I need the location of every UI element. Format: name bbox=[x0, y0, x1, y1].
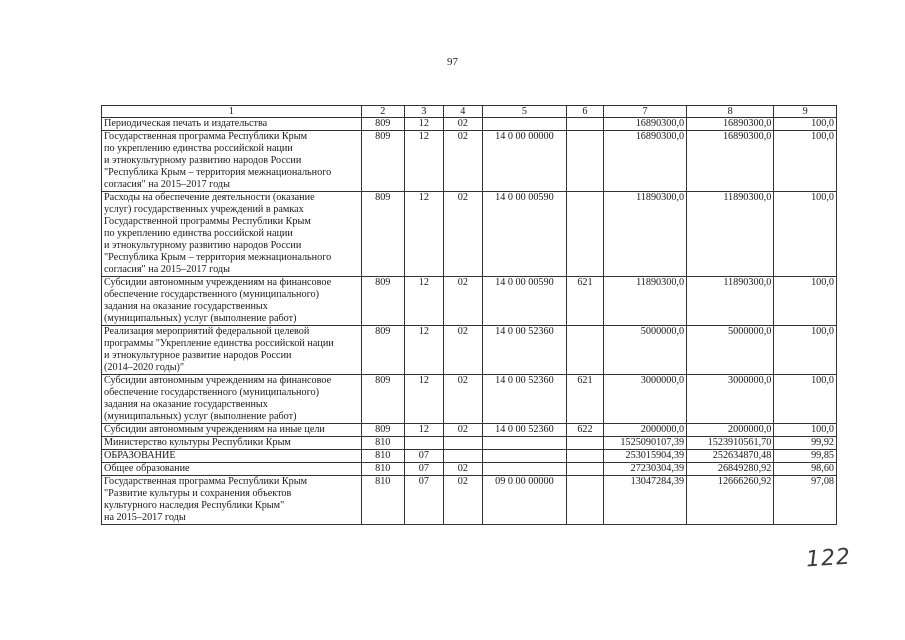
cell-percent: 100,0 bbox=[774, 277, 837, 326]
cell-section: 12 bbox=[404, 424, 443, 437]
cell-subsection bbox=[443, 437, 482, 450]
cell-expense-type: 621 bbox=[566, 277, 603, 326]
cell-planned: 11890300,0 bbox=[603, 277, 686, 326]
cell-subsection: 02 bbox=[443, 424, 482, 437]
cell-ministry: 809 bbox=[361, 192, 404, 277]
cell-target-article: 09 0 00 00000 bbox=[482, 476, 566, 525]
cell-section: 07 bbox=[404, 463, 443, 476]
cell-ministry: 810 bbox=[361, 476, 404, 525]
cell-expense-type bbox=[566, 192, 603, 277]
row-name: Периодическая печать и издательства bbox=[102, 118, 362, 131]
row-name: Государственная программа Республики Крым "Развитие культуры и сохранения объектов культурного наследия Республики Крым" на 2015–2017 годы bbox=[102, 476, 362, 525]
cell-actual: 12666260,92 bbox=[687, 476, 774, 525]
table-row bbox=[102, 424, 837, 437]
cell-section: 07 bbox=[404, 476, 443, 525]
cell-actual: 5000000,0 bbox=[687, 326, 774, 375]
table-row bbox=[102, 375, 837, 424]
cell-ministry: 810 bbox=[361, 437, 404, 450]
cell-section: 12 bbox=[404, 277, 443, 326]
row-name: Реализация мероприятий федеральной целевой программы "Укрепление единства российской нации и этнокультурное развитие народов России (2014–2020 годы)" bbox=[102, 326, 362, 375]
header-cell: 7 bbox=[603, 106, 686, 118]
cell-planned: 2000000,0 bbox=[603, 424, 686, 437]
cell-percent: 100,0 bbox=[774, 131, 837, 192]
cell-planned: 16890300,0 bbox=[603, 118, 686, 131]
cell-target-article bbox=[482, 118, 566, 131]
cell-percent: 100,0 bbox=[774, 192, 837, 277]
cell-ministry: 810 bbox=[361, 450, 404, 463]
cell-target-article bbox=[482, 437, 566, 450]
cell-expense-type bbox=[566, 450, 603, 463]
cell-section: 12 bbox=[404, 192, 443, 277]
cell-planned: 1525090107,39 bbox=[603, 437, 686, 450]
cell-subsection: 02 bbox=[443, 375, 482, 424]
cell-percent: 98,60 bbox=[774, 463, 837, 476]
cell-target-article bbox=[482, 463, 566, 476]
cell-ministry: 809 bbox=[361, 326, 404, 375]
cell-section: 12 bbox=[404, 326, 443, 375]
budget-table bbox=[101, 105, 837, 525]
header-cell: 3 bbox=[404, 106, 443, 118]
table-row bbox=[102, 450, 837, 463]
cell-section: 12 bbox=[404, 131, 443, 192]
cell-percent: 99,92 bbox=[774, 437, 837, 450]
table-row bbox=[102, 463, 837, 476]
cell-actual: 11890300,0 bbox=[687, 277, 774, 326]
header-cell: 2 bbox=[361, 106, 404, 118]
header-cell: 8 bbox=[687, 106, 774, 118]
cell-section bbox=[404, 437, 443, 450]
cell-percent: 100,0 bbox=[774, 424, 837, 437]
cell-actual: 3000000,0 bbox=[687, 375, 774, 424]
cell-subsection: 02 bbox=[443, 131, 482, 192]
cell-actual: 252634870,48 bbox=[687, 450, 774, 463]
cell-planned: 3000000,0 bbox=[603, 375, 686, 424]
table-row bbox=[102, 277, 837, 326]
cell-actual: 2000000,0 bbox=[687, 424, 774, 437]
row-name: Субсидии автономным учреждениям на иные цели bbox=[102, 424, 362, 437]
cell-planned: 11890300,0 bbox=[603, 192, 686, 277]
cell-percent: 100,0 bbox=[774, 118, 837, 131]
cell-target-article: 14 0 00 52360 bbox=[482, 424, 566, 437]
cell-section: 12 bbox=[404, 118, 443, 131]
cell-percent: 97,08 bbox=[774, 476, 837, 525]
cell-expense-type bbox=[566, 476, 603, 525]
row-name: Субсидии автономным учреждениям на финансовое обеспечение государственного (муниципального) задания на оказание государственных (муниципальных) услуг (выполнение работ) bbox=[102, 277, 362, 326]
header-cell: 1 bbox=[102, 106, 362, 118]
handwritten-page-mark: 122 bbox=[805, 544, 852, 573]
table-row bbox=[102, 131, 837, 192]
cell-actual: 26849280,92 bbox=[687, 463, 774, 476]
cell-planned: 5000000,0 bbox=[603, 326, 686, 375]
cell-target-article bbox=[482, 450, 566, 463]
cell-planned: 16890300,0 bbox=[603, 131, 686, 192]
table-row bbox=[102, 437, 837, 450]
cell-section: 07 bbox=[404, 450, 443, 463]
row-name: Министерство культуры Республики Крым bbox=[102, 437, 362, 450]
cell-expense-type bbox=[566, 326, 603, 375]
cell-actual: 1523910561,70 bbox=[687, 437, 774, 450]
cell-subsection: 02 bbox=[443, 326, 482, 375]
cell-target-article: 14 0 00 00000 bbox=[482, 131, 566, 192]
cell-target-article: 14 0 00 00590 bbox=[482, 192, 566, 277]
cell-section: 12 bbox=[404, 375, 443, 424]
cell-actual: 11890300,0 bbox=[687, 192, 774, 277]
cell-ministry: 809 bbox=[361, 277, 404, 326]
cell-planned: 27230304,39 bbox=[603, 463, 686, 476]
header-cell: 5 bbox=[482, 106, 566, 118]
cell-ministry: 809 bbox=[361, 424, 404, 437]
row-name: ОБРАЗОВАНИЕ bbox=[102, 450, 362, 463]
cell-target-article: 14 0 00 52360 bbox=[482, 375, 566, 424]
header-cell: 9 bbox=[774, 106, 837, 118]
cell-percent: 99,85 bbox=[774, 450, 837, 463]
cell-expense-type bbox=[566, 437, 603, 450]
cell-expense-type bbox=[566, 131, 603, 192]
cell-ministry: 810 bbox=[361, 463, 404, 476]
row-name: Общее образование bbox=[102, 463, 362, 476]
cell-subsection bbox=[443, 450, 482, 463]
cell-planned: 13047284,39 bbox=[603, 476, 686, 525]
cell-expense-type: 622 bbox=[566, 424, 603, 437]
table-row bbox=[102, 476, 837, 525]
table-row bbox=[102, 192, 837, 277]
cell-planned: 253015904,39 bbox=[603, 450, 686, 463]
cell-expense-type bbox=[566, 118, 603, 131]
cell-target-article: 14 0 00 52360 bbox=[482, 326, 566, 375]
cell-expense-type: 621 bbox=[566, 375, 603, 424]
header-row bbox=[102, 106, 837, 118]
cell-subsection: 02 bbox=[443, 476, 482, 525]
cell-actual: 16890300,0 bbox=[687, 118, 774, 131]
cell-subsection: 02 bbox=[443, 118, 482, 131]
cell-ministry: 809 bbox=[361, 131, 404, 192]
row-name: Расходы на обеспечение деятельности (оказание услуг) государственных учреждений в рамках Государственной программы Республики Крым по укреплению единства российской нации и этнокультурному развитию народов России "Республика Крым – территория межнационального согласия" на 2015–2017 годы bbox=[102, 192, 362, 277]
page-number: 97 bbox=[447, 56, 458, 68]
cell-subsection: 02 bbox=[443, 277, 482, 326]
cell-target-article: 14 0 00 00590 bbox=[482, 277, 566, 326]
cell-ministry: 809 bbox=[361, 375, 404, 424]
row-name: Государственная программа Республики Крым по укреплению единства российской нации и этнокультурному развитию народов России "Республика Крым – территория межнационального согласия" на 2015–2017 годы bbox=[102, 131, 362, 192]
cell-ministry: 809 bbox=[361, 118, 404, 131]
header-cell: 6 bbox=[566, 106, 603, 118]
cell-subsection: 02 bbox=[443, 192, 482, 277]
cell-percent: 100,0 bbox=[774, 375, 837, 424]
cell-subsection: 02 bbox=[443, 463, 482, 476]
table-row bbox=[102, 118, 837, 131]
cell-expense-type bbox=[566, 463, 603, 476]
header-cell: 4 bbox=[443, 106, 482, 118]
cell-percent: 100,0 bbox=[774, 326, 837, 375]
row-name: Субсидии автономным учреждениям на финансовое обеспечение государственного (муниципального) задания на оказание государственных (муниципальных) услуг (выполнение работ) bbox=[102, 375, 362, 424]
table-row bbox=[102, 326, 837, 375]
cell-actual: 16890300,0 bbox=[687, 131, 774, 192]
